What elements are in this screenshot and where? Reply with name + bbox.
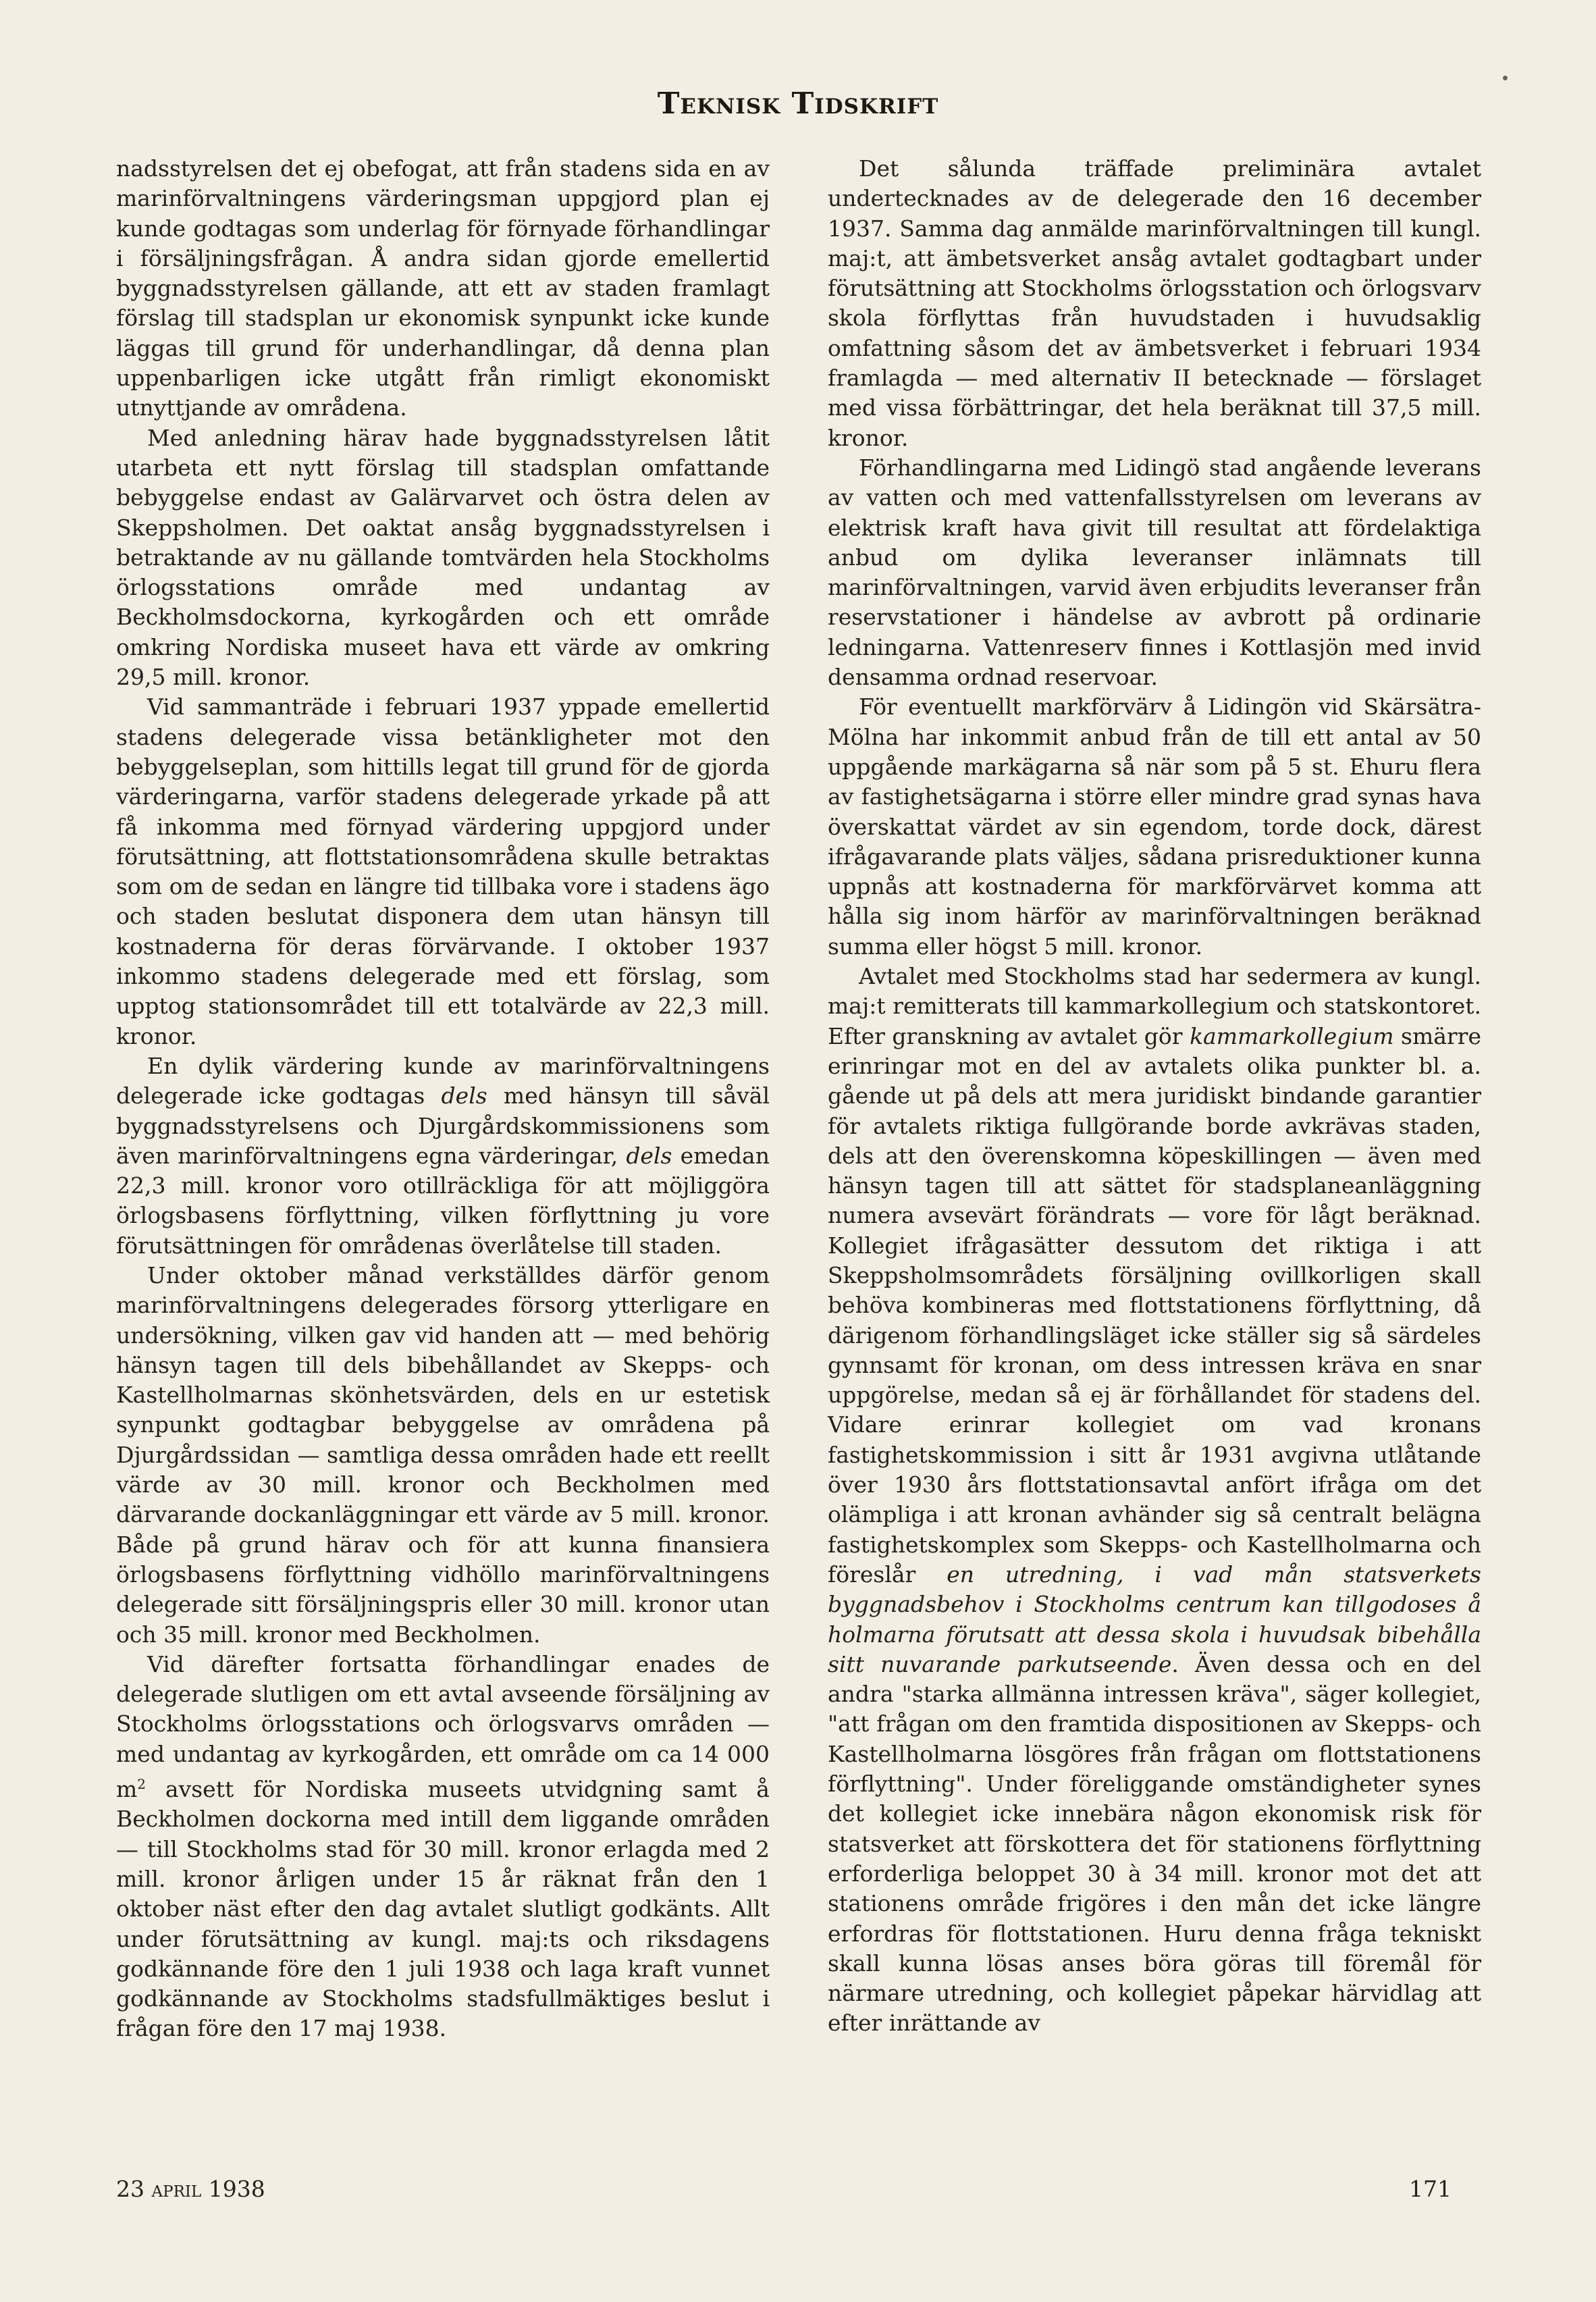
paragraph: Under oktober månad verkställdes därför genom marinförvaltningens delegerades försorg ytterligare en undersökning, vilken gav vid handen att — med behörig hänsyn tagen till dels bibehållandet av Skepps- och Kastellholmarnas skönhetsvärden, dels en ur estetisk synpunkt godtagbar bebyggelse av områdena på Djurgårdssidan — samtliga dessa områden hade ett reellt värde av 30 mill. kronor och Beckholmen med därvarande dockanläggningar ett värde av 5 mill. kronor. Både på grund härav och för att kunna finansiera örlogsbasens förflyttning vidhöllo marinförvaltningens delegerade sitt försäljningspris eller 30 mill. kronor utan och 35 mill. kronor med Beckholmen. — [116, 1261, 770, 1648]
page-number: 171 — [1409, 2176, 1452, 2202]
right-column — [828, 154, 1481, 2039]
issue-date: 23 april 1938 — [116, 2176, 265, 2202]
paragraph: Avtalet med Stockholms stad har sedermera av kungl. maj:t remitterats till kammarkollegium och statskontoret. Efter granskning av avtalet gör kammarkollegium smärre erinringar mot en del av avtalets olika punkter bl. a. gående ut på dels att mera juridiskt bindande garantier för avtalets riktiga fullgörande borde avkrävas staden, dels att den överenskomna köpeskillingen — även med hänsyn tagen till att sättet för stadsplaneanläggning numera avsevärt förändrats — vore för lågt beräknad. Kollegiet ifrågasätter dessutom det riktiga i att Skeppsholmsområdets försäljning ovillkorligen skall behöva kombineras med flottstationens förflyttning, då därigenom förhandlingsläget icke ställer sig så särdeles gynnsamt för kronan, om dess intressen kräva en snar uppgörelse, medan så ej är förhållandet för stadens del. Vidare erinrar kollegiet om vad kronans fastighetskommission i sitt år 1931 avgivna utlåtande över 1930 års flottstationsavtal anfört ifråga om det olämpliga i att kronan avhänder sig så centralt belägna fastighetskomplex som Skepps- och Kastellholmarna och föreslår en utredning, i vad mån statsverkets byggnadsbehov i Stockholms centrum kan tillgodoses å holmarna förutsatt att dessa skola i huvudsak bibehålla sitt nuvarande parkutseende. Även dessa och en del andra "starka allmänna intressen kräva", säger kollegiet, "att frågan om den framtida dispositionen av Skepps- och Kastellholmarna lösgöres från frågan om flottstationens förflyttning". Under föreliggande omständigheter synes det kollegiet icke innebära någon ekonomisk risk för statsverket att förskottera det för stationens förflyttning erforderliga beloppet 30 à 34 mill. kronor mot det att stationens område frigöres i den mån det icke längre erfordras för flottstationen. Huru denna fråga tekniskt skall kunna lösas anses böra göras till föremål för närmare utredning, och kollegiet påpekar härvidlag att efter inrättande av — [828, 963, 1481, 2037]
paragraph: Vid därefter fortsatta förhandlingar enades de delegerade slutligen om ett avtal avseende försäljning av Stockholms örlogsstations och örlogsvarvs områden — med undantag av kyrkogården, ett område om ca 14 000 $m^2$ avsett för Nordiska museets utvidgning samt å Beckholmen dockorna med intill dem liggande områden — till Stockholms stad för 30 mill. kronor erlagda med 2 mill. kronor årligen under 15 år räknat från den 1 oktober näst efter den dag avtalet slutligt godkänts. Allt under förutsättning av kungl. maj:ts och riksdagens godkännande före den 1 juli 1938 och laga kraft vunnet godkännande av Stockholms stadsfullmäktiges beslut i frågan före den 17 maj 1938. — [116, 1650, 770, 2042]
paragraph: Vid sammanträde i februari 1937 yppade emellertid stadens delegerade vissa betänkligheter mot den bebyggelseplan, som hittills legat till grund för de gjorda värderingarna, varför stadens delegerade yrkade på att få inkomma med förnyad värdering uppgjord under förutsättning, att flottstationsområdena skulle betraktas som om de sedan en längre tid tillbaka vore i stadens ägo och staden beslutat disponera dem utan hänsyn till kostnaderna för deras förvärvande. I oktober 1937 inkommo stadens delegerade med ett förslag, som upptog stationsområdet till ett totalvärde av 22,3 mill. kronor. — [116, 694, 770, 1049]
left-column — [116, 154, 770, 2044]
paragraph: Med anledning härav hade byggnadsstyrelsen låtit utarbeta ett nytt förslag till stadsplan omfattande bebyggelse endast av Galärvarvet och östra delen av Skeppsholmen. Det oaktat ansåg byggnadsstyrelsen i betraktande av nu gällande tomtvärden hela Stockholms örlogsstations område med undantag av Beckholmsdockorna, kyrkogården och ett område omkring Nordiska museet hava ett värde av omkring 29,5 mill. kronor. — [116, 424, 770, 691]
paragraph: En dylik värdering kunde av marinförvaltningens delegerade icke godtagas dels med hänsyn till såväl byggnadsstyrelsens och Djurgårdskommissionens som även marinförvaltningens egna värderingar, dels emedan 22,3 mill. kronor voro otillräckliga för att möjliggöra örlogsbasens förflyttning, vilken förflyttning ju vore förutsättningen för områdenas överlåtelse till staden. — [116, 1052, 770, 1259]
journal-header: Teknisk Tidskrift — [657, 86, 939, 121]
paragraph: Det sålunda träffade preliminära avtalet undertecknades av de delegerade den 16 december 1937. Samma dag anmälde marinförvaltningen till kungl. maj:t, att ämbetsverket ansåg avtalet godtagbart under förutsättning att Stockholms örlogsstation och örlogsvarv skola förflyttas från huvudstaden i huvudsaklig omfattning såsom det av ämbetsverket i februari 1934 framlagda — med alternativ II betecknade — förslaget med vissa förbättringar, det hela beräknat till 37,5 mill. kronor. — [828, 155, 1481, 451]
paragraph: För eventuellt markförvärv å Lidingön vid Skärsätra-Mölna har inkommit anbud från de till ett antal av 50 uppgående markägarna så när som på 5 st. Ehuru flera av fastighetsägarna i större eller mindre grad synas hava överskattat värdet av sin egendom, torde dock, därest ifrågavarande plats väljes, sådana prisreduktioner kunna uppnås att kostnaderna för markförvärvet komma att hålla sig inom härför av marinförvaltningen beräknad summa eller högst 5 mill. kronor. — [828, 694, 1481, 960]
speck-mark — [1503, 76, 1508, 80]
paragraph: nadsstyrelsen det ej obefogat, att från stadens sida en av marinförvaltningens värderingsman uppgjord plan ej kunde godtagas som underlag för förnyade förhandlingar i försäljningsfrågan. Å andra sidan gjorde emellertid byggnadsstyrelsen gällande, att ett av staden framlagt förslag till stadsplan ur ekonomisk synpunkt icke kunde läggas till grund för underhandlingar, då denna plan uppenbarligen icke utgått från rimligt ekonomiskt utnyttjande av områdena. — [116, 155, 770, 421]
paragraph: Förhandlingarna med Lidingö stad angående leverans av vatten och med vattenfallsstyrelsen om leverans av elektrisk kraft hava givit till resultat att fördelaktiga anbud om dylika leveranser inlämnats till marinförvaltningen, varvid även erbjudits leveranser från reservstationer i händelse av avbrott på ordinarie ledningarna. Vattenreserv finnes i Kottlasjön med invid densamma ordnad reservoar. — [828, 454, 1481, 691]
